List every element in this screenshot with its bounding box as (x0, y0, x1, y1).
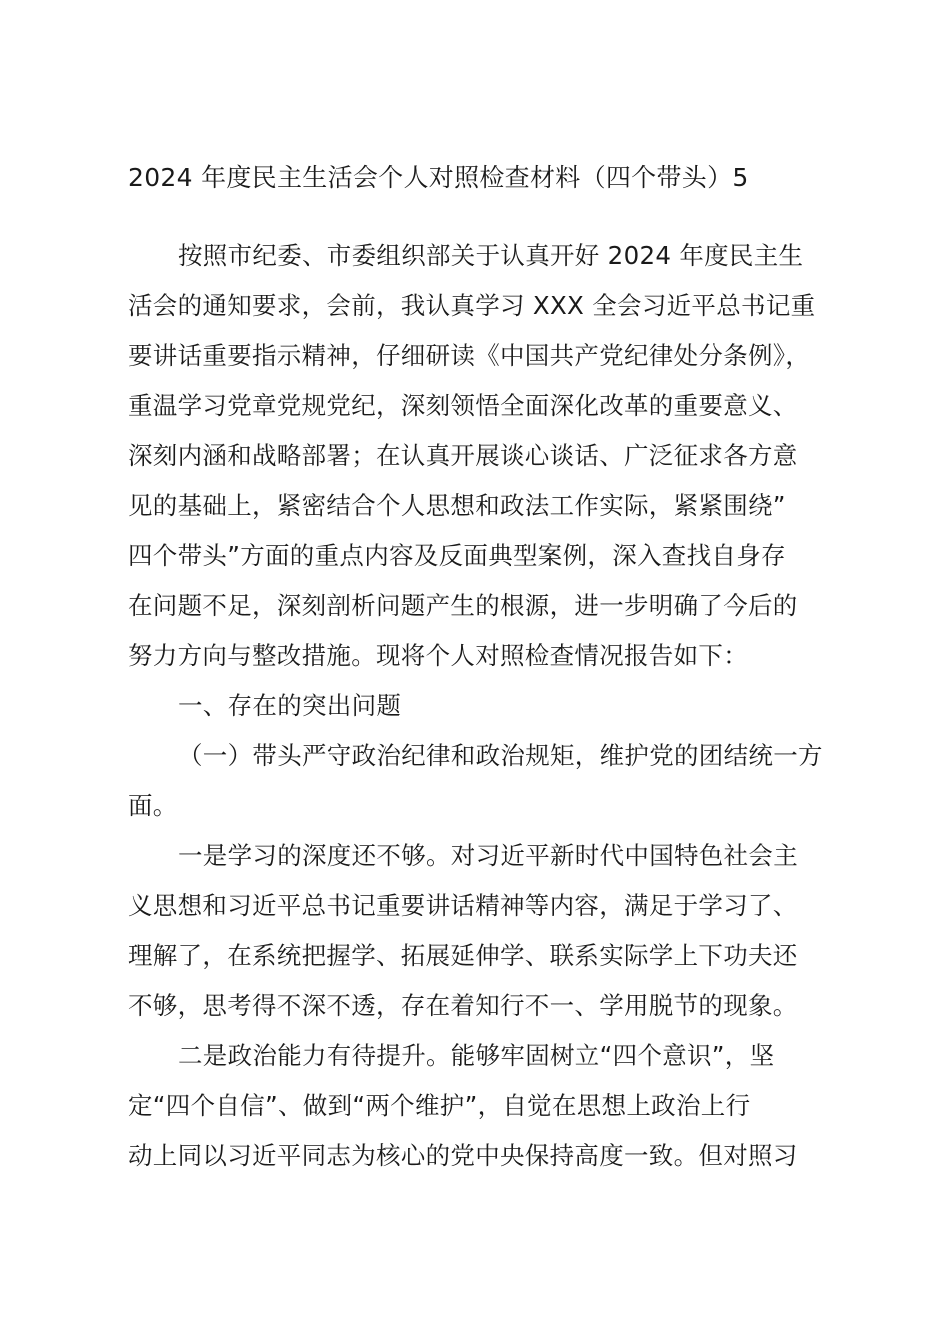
paragraph-line: 重温学习党章党规党纪，深刻领悟全面深化改革的重要意义、 (128, 391, 798, 420)
subsection-heading-line: 面。 (128, 791, 178, 820)
paragraph-line: 一是学习的深度还不够。对习近平新时代中国特色社会主 (178, 841, 798, 870)
paragraph-line: 努力方向与整改措施。现将个人对照检查情况报告如下： (128, 641, 748, 670)
paragraph-line: 定“四个自信”、做到“两个维护”，自觉在思想上政治上行 (128, 1091, 751, 1120)
paragraph-line: 深刻内涵和战略部署；在认真开展谈心谈话、广泛征求各方意 (128, 441, 798, 470)
paragraph-line: 要讲话重要指示精神，仔细研读《中国共产党纪律处分条例》， (128, 341, 811, 370)
paragraph-line: 理解了，在系统把握学、拓展延伸学、联系实际学上下功夫还 (128, 941, 798, 970)
paragraph-line: 四个带头”方面的重点内容及反面典型案例，深入查找自身存 (128, 541, 786, 570)
paragraph-line: 动上同以习近平同志为核心的党中央保持高度一致。但对照习 (128, 1141, 798, 1170)
paragraph-line: 义思想和习近平总书记重要讲话精神等内容，满足于学习了、 (128, 891, 798, 920)
paragraph-line: 活会的通知要求，会前，我认真学习 XXX 全会习近平总书记重 (128, 291, 816, 320)
paragraph-line: 见的基础上，紧密结合个人思想和政法工作实际，紧紧围绕” (128, 491, 786, 520)
subsection-heading-line: （一）带头严守政治纪律和政治规矩，维护党的团结统一方 (178, 741, 823, 770)
document-title: 2024 年度民主生活会个人对照检查材料（四个带头）5 (128, 163, 749, 192)
paragraph-line: 不够，思考得不深不透，存在着知行不一、学用脱节的现象。 (128, 991, 798, 1020)
section-heading: 一、存在的突出问题 (178, 691, 402, 720)
paragraph-line: 在问题不足，深刻剖析问题产生的根源，进一步明确了今后的 (128, 591, 798, 620)
paragraph-line: 按照市纪委、市委组织部关于认真开好 2024 年度民主生 (178, 241, 804, 270)
paragraph-line: 二是政治能力有待提升。能够牢固树立“四个意识”，坚 (178, 1041, 775, 1070)
